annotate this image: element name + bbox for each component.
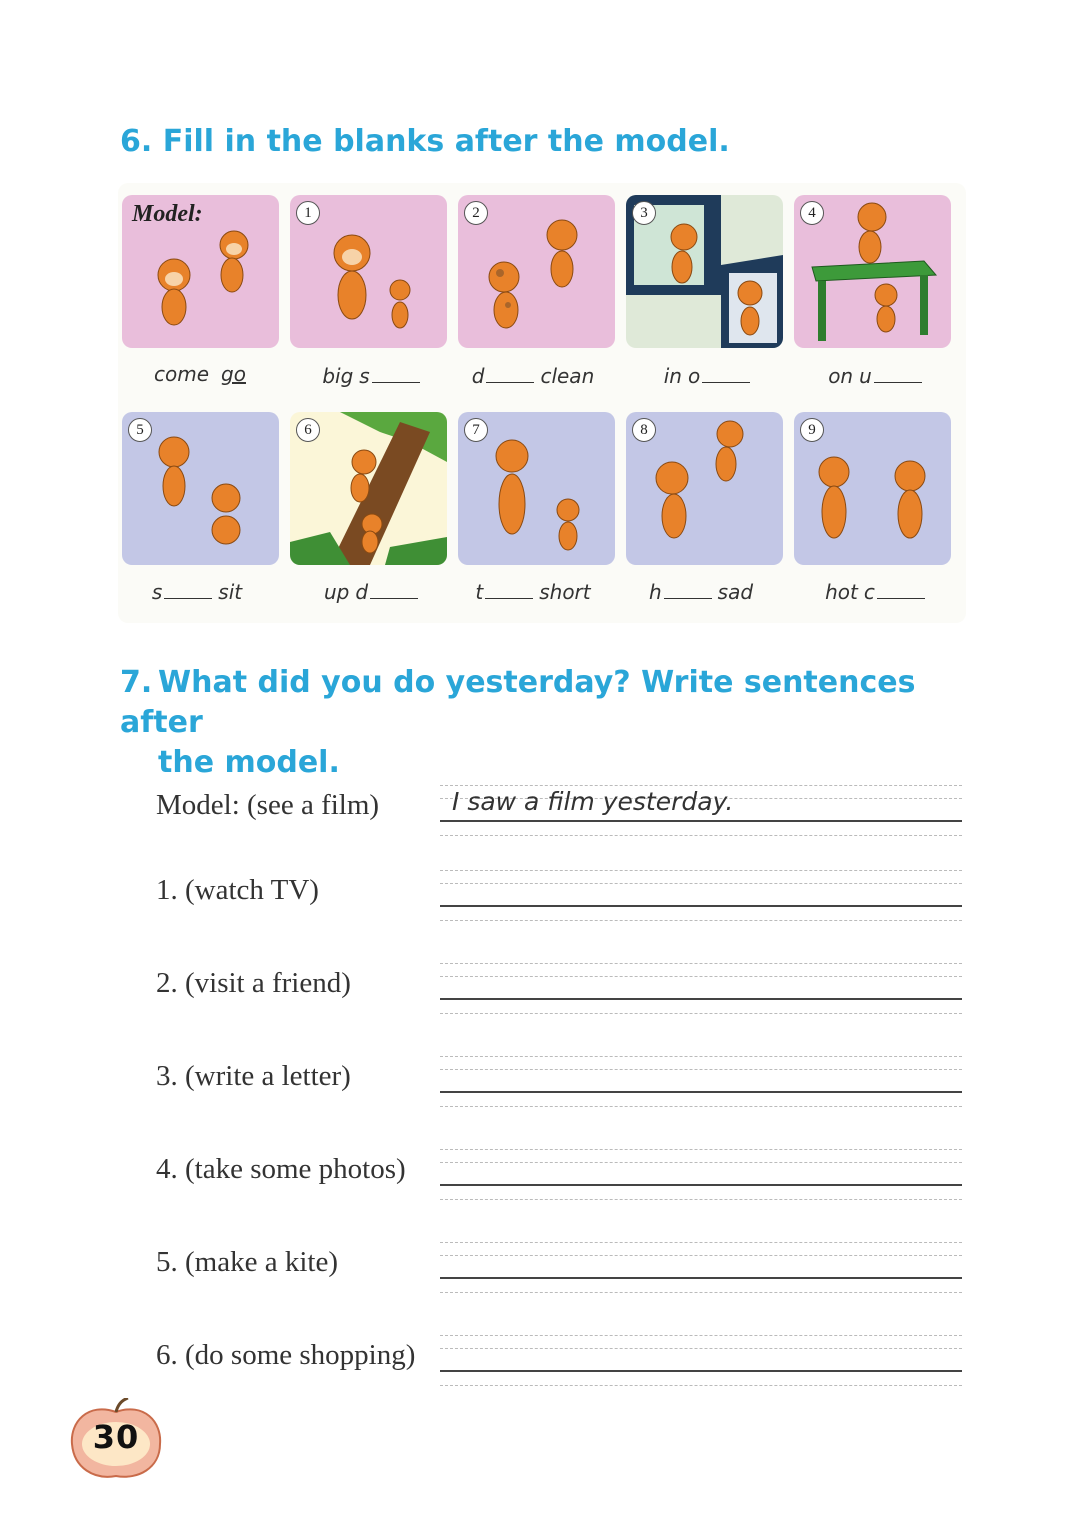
writing-prompt: Model: (see a film) <box>156 789 380 821</box>
panel-9 <box>794 412 951 565</box>
caption-word: t <box>475 580 484 604</box>
caption-8 <box>624 578 784 612</box>
writing-row-model <box>156 785 966 845</box>
caption-4 <box>792 362 952 396</box>
panel-number: 3 <box>632 201 656 225</box>
section-6-heading: 6. Fill in the blanks after the model. <box>120 124 730 159</box>
writing-lines[interactable] <box>440 1242 962 1298</box>
panel-7 <box>458 412 615 565</box>
caption-word: on <box>828 364 854 388</box>
caption-word: sad <box>717 580 754 604</box>
writing-prompt: 4. (take some photos) <box>156 1153 406 1185</box>
writing-prompt: 6. (do some shopping) <box>156 1339 416 1371</box>
writing-prompt: 1. (watch TV) <box>156 874 319 906</box>
fill-blank[interactable] <box>370 578 418 599</box>
caption-word: c <box>863 580 875 604</box>
model-answer: I saw a film yesterday. <box>452 787 734 816</box>
section-7-heading-line2: the model. <box>158 745 340 780</box>
caption-word: big <box>322 364 354 388</box>
writing-row-3 <box>156 1056 966 1116</box>
fill-blank[interactable] <box>485 578 533 599</box>
panel-6 <box>290 412 447 565</box>
fill-blank[interactable] <box>664 578 712 599</box>
writing-prompt: 2. (visit a friend) <box>156 967 351 999</box>
caption-word: come <box>154 362 210 386</box>
fill-blank[interactable] <box>486 362 534 383</box>
caption-1 <box>288 362 448 396</box>
fill-blank[interactable] <box>874 362 922 383</box>
page-number-badge <box>68 1398 164 1482</box>
writing-lines[interactable] <box>440 1335 962 1391</box>
caption-word: clean <box>540 364 595 388</box>
caption-word: s <box>359 364 370 388</box>
section-7-heading <box>120 663 970 783</box>
writing-row-2 <box>156 963 966 1023</box>
panel-number: 2 <box>464 201 488 225</box>
writing-row-6 <box>156 1335 966 1395</box>
caption-word: d <box>471 364 485 388</box>
caption-3 <box>624 362 784 396</box>
caption-word: d <box>355 580 369 604</box>
writing-prompt: 5. (make a kite) <box>156 1246 338 1278</box>
caption-model <box>120 362 280 396</box>
panel-number: 9 <box>800 418 824 442</box>
panel-number: 6 <box>296 418 320 442</box>
caption-word: in <box>663 364 682 388</box>
caption-word: short <box>539 580 591 604</box>
panel-1 <box>290 195 447 348</box>
fill-blank[interactable] <box>164 578 212 599</box>
writing-lines[interactable] <box>440 1149 962 1205</box>
caption-word: o <box>687 364 701 388</box>
model-panel <box>122 195 279 348</box>
panel-number: 7 <box>464 418 488 442</box>
writing-row-1 <box>156 870 966 930</box>
fill-blank[interactable] <box>372 362 420 383</box>
panel-number: 8 <box>632 418 656 442</box>
caption-6 <box>288 578 448 612</box>
caption-word: h <box>648 580 662 604</box>
caption-word: up <box>323 580 350 604</box>
caption-word: u <box>859 364 872 388</box>
writing-lines[interactable] <box>440 870 962 926</box>
writing-lines[interactable] <box>440 963 962 1019</box>
fill-blank[interactable] <box>702 362 750 383</box>
panel-5 <box>122 412 279 565</box>
panel-8 <box>626 412 783 565</box>
panel-4 <box>794 195 951 348</box>
writing-lines <box>440 785 962 841</box>
writing-lines[interactable] <box>440 1056 962 1112</box>
panel-number: 1 <box>296 201 320 225</box>
writing-row-5 <box>156 1242 966 1302</box>
section-7-heading-line1: What did you do yesterday? Write sentences after <box>120 665 916 740</box>
panel-number: 4 <box>800 201 824 225</box>
panel-2 <box>458 195 615 348</box>
caption-9 <box>792 578 952 612</box>
caption-5 <box>120 578 280 612</box>
caption-word: s <box>151 580 163 604</box>
fill-blank[interactable] <box>877 578 925 599</box>
caption-2 <box>456 362 616 396</box>
caption-word: sit <box>218 580 243 604</box>
caption-word: go <box>221 362 246 386</box>
caption-7 <box>456 578 616 612</box>
model-label: Model: <box>132 201 203 227</box>
section-7-number: 7. <box>120 665 153 700</box>
panel-number: 5 <box>128 418 152 442</box>
caption-word: hot <box>825 580 858 604</box>
panel-3 <box>626 195 783 348</box>
writing-prompt: 3. (write a letter) <box>156 1060 351 1092</box>
writing-row-4 <box>156 1149 966 1209</box>
page-number: 30 <box>92 1418 140 1456</box>
